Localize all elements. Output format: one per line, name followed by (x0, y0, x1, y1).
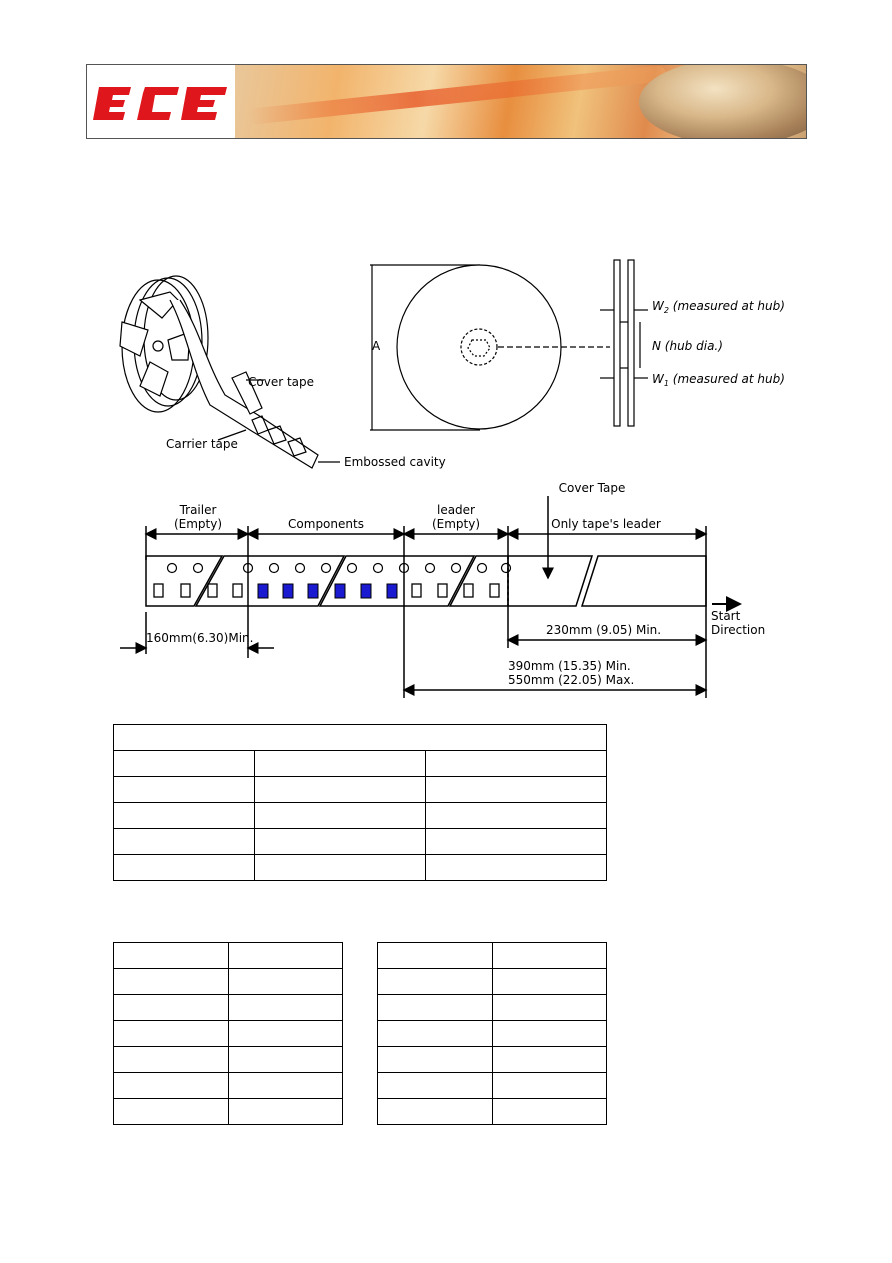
hub-diameter-label: N (hub dia.) (652, 339, 723, 353)
direction-label: Direction (711, 623, 766, 637)
start-label: Start (711, 609, 741, 623)
table-cell (255, 855, 426, 881)
table-cell (493, 1099, 607, 1125)
table-cell (378, 969, 493, 995)
reel-diagram (0, 250, 892, 480)
embossed-cavity-label: Embossed cavity (344, 455, 446, 469)
table-cell (255, 751, 426, 777)
table-cell (229, 1099, 343, 1125)
table-cell (378, 1099, 493, 1125)
carrier-tape-label: Carrier tape (166, 437, 238, 451)
table-cell (493, 969, 607, 995)
table-cell (493, 1047, 607, 1073)
trailer-label: Trailer (179, 503, 217, 517)
table-cell (493, 1073, 607, 1099)
ece-logo (87, 65, 235, 138)
table-cell (229, 1047, 343, 1073)
leader-empty-label: (Empty) (431, 517, 481, 531)
total-min-length-label: 390mm (15.35) Min. (508, 659, 631, 673)
trailer-length-label: 160mm(6.30)Min. (146, 631, 254, 645)
planet-image (639, 64, 807, 139)
leader-label: leader (436, 503, 476, 517)
table-cell (114, 943, 229, 969)
cover-tape-label: Cover tape (248, 375, 315, 389)
w1-label: $W_1$ (measured at hub) (652, 372, 785, 388)
table-title-cell (114, 725, 607, 751)
table-cell (378, 1021, 493, 1047)
table-cell (114, 1047, 229, 1073)
table-cell (426, 777, 607, 803)
table-cell (114, 751, 255, 777)
table-cell (255, 777, 426, 803)
tape-diagram (0, 478, 892, 704)
table-cell (493, 1021, 607, 1047)
table-cell (426, 855, 607, 881)
table-cell (229, 1021, 343, 1047)
table-cell (255, 803, 426, 829)
table-cell (114, 855, 255, 881)
components-label: Components (288, 517, 364, 531)
table-cell (426, 751, 607, 777)
table-cell (114, 1021, 229, 1047)
right-dimension-table (377, 942, 607, 1125)
dimension-a-label: A (372, 339, 381, 353)
leader-min-length-label: 230mm (9.05) Min. (546, 623, 662, 637)
table-cell (229, 943, 343, 969)
only-tape-leader-label: Only tape's leader (551, 517, 661, 531)
table-cell (114, 803, 255, 829)
cover-tape-callout: Cover Tape (558, 481, 626, 495)
table-cell (255, 829, 426, 855)
table-cell (114, 829, 255, 855)
table-cell (114, 777, 255, 803)
table-cell (229, 995, 343, 1021)
logo-letters (93, 87, 227, 120)
table-cell (114, 969, 229, 995)
table-cell (378, 1047, 493, 1073)
header-banner (86, 64, 807, 139)
table-cell (426, 803, 607, 829)
table-cell (493, 943, 607, 969)
total-max-length-label: 550mm (22.05) Max. (508, 673, 635, 687)
table-cell (378, 995, 493, 1021)
table-cell (493, 995, 607, 1021)
reel-dimension-table (113, 724, 607, 881)
table-cell (378, 943, 493, 969)
table-cell (229, 1073, 343, 1099)
table-cell (114, 995, 229, 1021)
table-cell (114, 1099, 229, 1125)
table-cell (426, 829, 607, 855)
trailer-empty-label: (Empty) (173, 517, 223, 531)
w2-label: $W_2$ (measured at hub) (652, 299, 785, 315)
table-cell (114, 1073, 229, 1099)
left-dimension-table (113, 942, 343, 1125)
table-cell (229, 969, 343, 995)
table-cell (378, 1073, 493, 1099)
